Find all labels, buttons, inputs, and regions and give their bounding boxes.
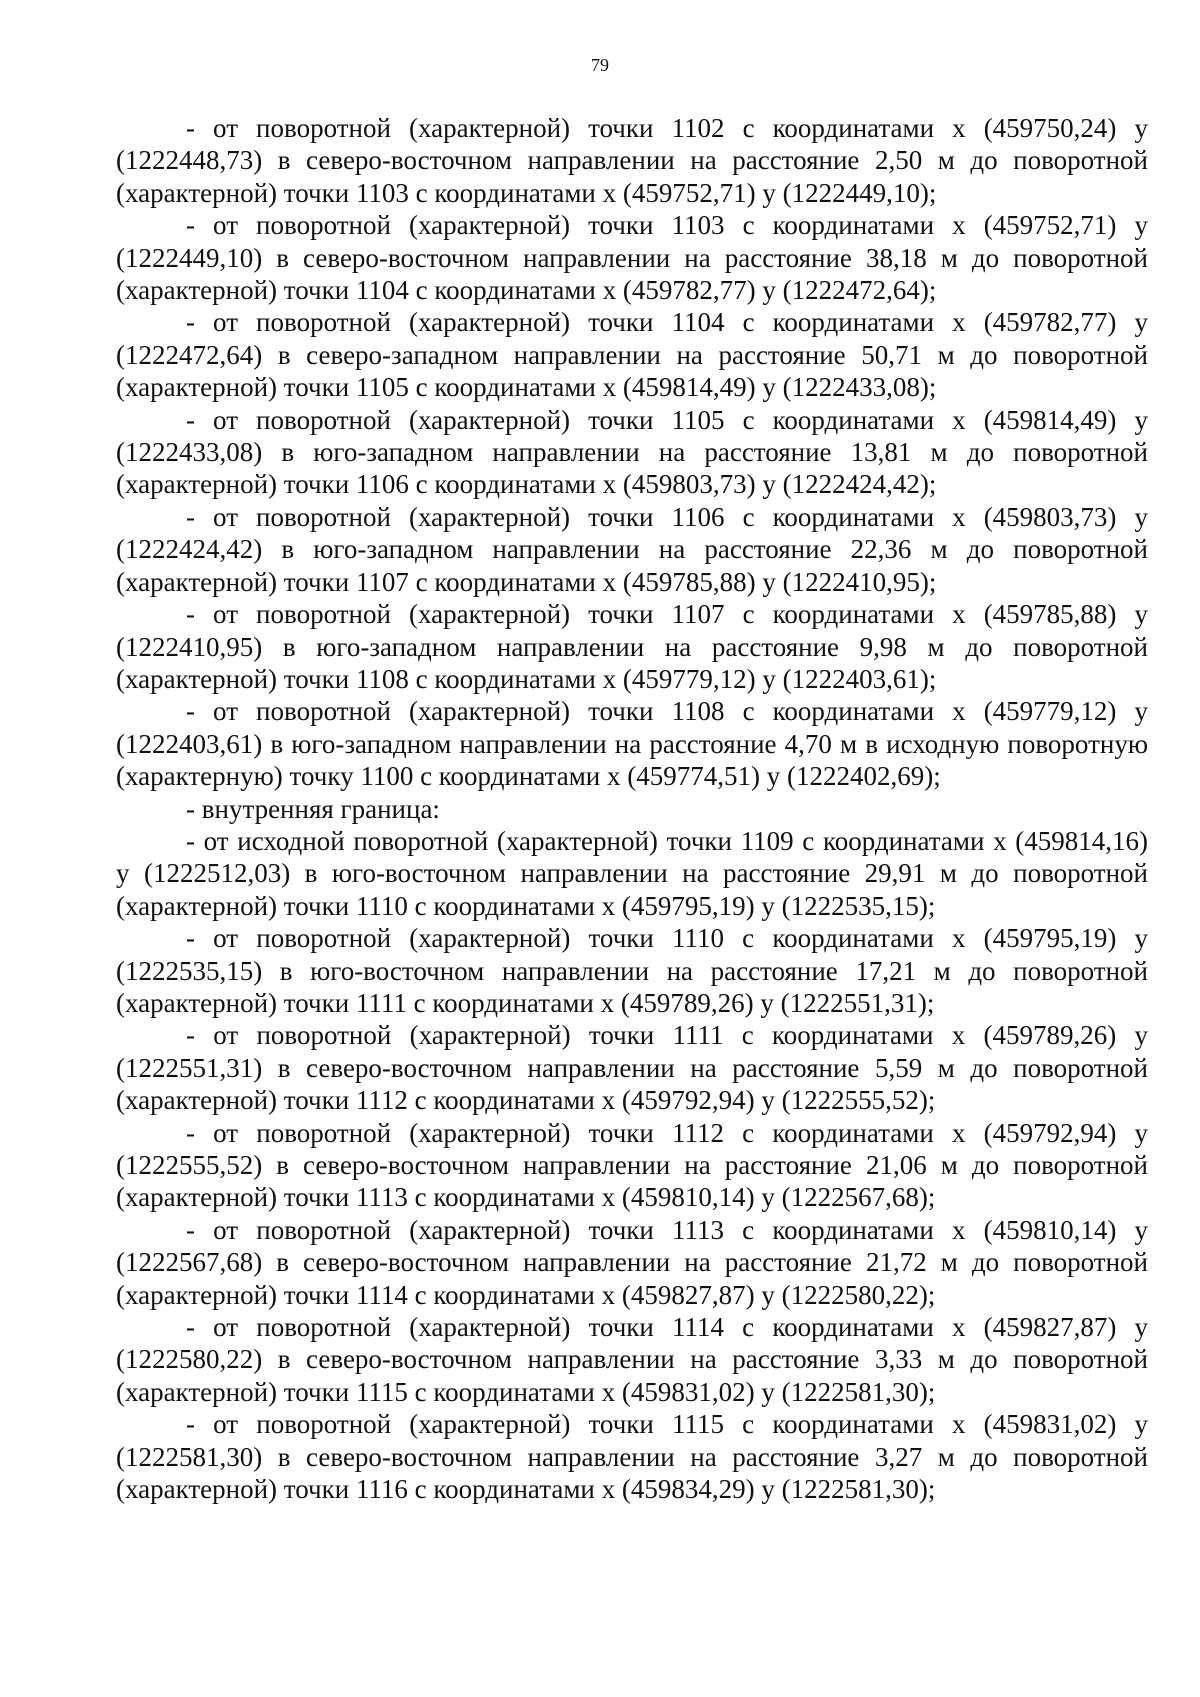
paragraph: - от поворотной (характерной) точки 1104 с координатами х (459782,77) у (1222472,64) в северо-западном направлении на расстояние 50,71 м до поворотной (характерной) точки 1105 с координатами х (459814,49) у (1222433,08); [116,307,1148,403]
paragraph: - от исходной поворотной (характерной) точки 1109 с координатами х (459814,16) у (1222512,03) в юго-восточном направлении на расстояние 29,91 м до поворотной (характерной) точки 1110 с координатами х (459795,19) у (1222535,15); [116,825,1148,921]
document-body [116,112,1148,1505]
paragraph: - от поворотной (характерной) точки 1113 с координатами х (459810,14) у (1222567,68) в северо-восточном направлении на расстояние 21,72 м до поворотной (характерной) точки 1114 с координатами х (459827,87) у (1222580,22); [116,1214,1148,1310]
paragraph: - от поворотной (характерной) точки 1103 с координатами х (459752,71) у (1222449,10) в северо-восточном направлении на расстояние 38,18 м до поворотной (характерной) точки 1104 с координатами х (459782,77) у (1222472,64); [116,210,1148,306]
paragraph: - от поворотной (характерной) точки 1108 с координатами х (459779,12) у (1222403,61) в юго-западном направлении на расстояние 4,70 м в исходную поворотную (характерную) точку 1100 с координатами х (459774,51) у (1222402,69); [116,696,1148,792]
paragraph: - от поворотной (характерной) точки 1110 с координатами х (459795,19) у (1222535,15) в юго-восточном направлении на расстояние 17,21 м до поворотной (характерной) точки 1111 с координатами х (459789,26) у (1222551,31); [116,923,1148,1018]
paragraph: - от поворотной (характерной) точки 1112 с координатами х (459792,94) у (1222555,52) в северо-восточном направлении на расстояние 21,06 м до поворотной (характерной) точки 1113 с координатами х (459810,14) у (1222567,68); [116,1117,1148,1213]
paragraph: - от поворотной (характерной) точки 1102 с координатами х (459750,24) у (1222448,73) в северо-восточном направлении на расстояние 2,50 м до поворотной (характерной) точки 1103 с координатами х (459752,71) у (1222449,10); [116,113,1148,208]
paragraph: - от поворотной (характерной) точки 1107 с координатами х (459785,88) у (1222410,95) в юго-западном направлении на расстояние 9,98 м до поворотной (характерной) точки 1108 с координатами х (459779,12) у (1222403,61); [116,599,1148,694]
paragraph: - от поворотной (характерной) точки 1115 с координатами х (459831,02) у (1222581,30) в северо-восточном направлении на расстояние 3,27 м до поворотной (характерной) точки 1116 с координатами х (459834,29) у (1222581,30); [116,1409,1148,1505]
page-number: 79 [591,55,609,75]
paragraph: - от поворотной (характерной) точки 1114 с координатами х (459827,87) у (1222580,22) в северо-восточном направлении на расстояние 3,33 м до поворотной (характерной) точки 1115 с координатами х (459831,02) у (1222581,30); [116,1312,1148,1407]
paragraph: - от поворотной (характерной) точки 1106 с координатами х (459803,73) у (1222424,42) в юго-западном направлении на расстояние 22,36 м до поворотной (характерной) точки 1107 с координатами х (459785,88) у (1222410,95); [116,501,1148,597]
paragraph: - от поворотной (характерной) точки 1111 с координатами х (459789,26) у (1222551,31) в северо-восточном направлении на расстояние 5,59 м до поворотной (характерной) точки 1112 с координатами х (459792,94) у (1222555,52); [116,1020,1148,1116]
section-heading-inner-boundary: - внутренняя граница: [186,793,440,824]
paragraph: - от поворотной (характерной) точки 1105 с координатами х (459814,49) у (1222433,08) в юго-западном направлении на расстояние 13,81 м до поворотной (характерной) точки 1106 с координатами х (459803,73) у (1222424,42); [116,404,1148,500]
